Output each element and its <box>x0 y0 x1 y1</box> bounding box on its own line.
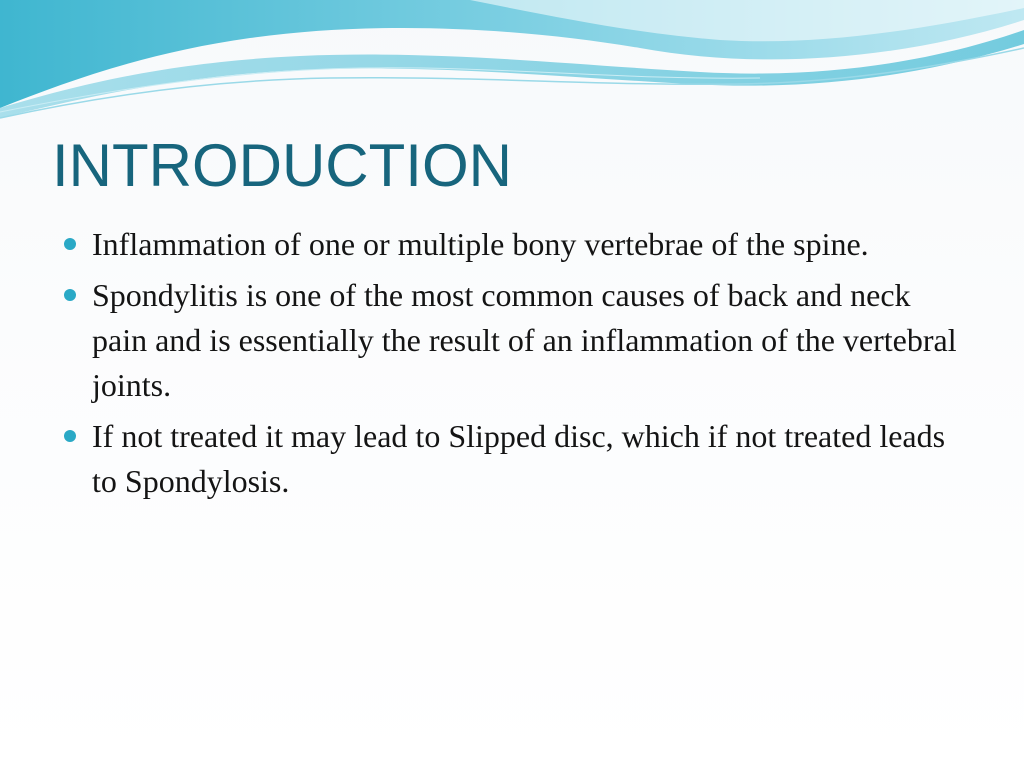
bullet-dot-icon <box>64 430 76 442</box>
bullet-text: Inflammation of one or multiple bony vertebrae of the spine. <box>92 226 869 262</box>
bullet-text: If not treated it may lead to Slipped disc, which if not treated leads to Spondylosis. <box>92 418 946 499</box>
bullet-text: Spondylitis is one of the most common causes of back and neck pain and is essentially the result of an inflammation of the vertebral joints. <box>92 277 957 403</box>
slide-title: INTRODUCTION <box>52 132 512 199</box>
bullet-item <box>64 222 964 267</box>
bullet-item <box>64 414 964 504</box>
bullet-item <box>64 273 964 408</box>
bullet-dot-icon <box>64 289 76 301</box>
header-wave-decoration <box>0 0 1024 130</box>
bullet-list <box>64 222 964 510</box>
bullet-dot-icon <box>64 238 76 250</box>
